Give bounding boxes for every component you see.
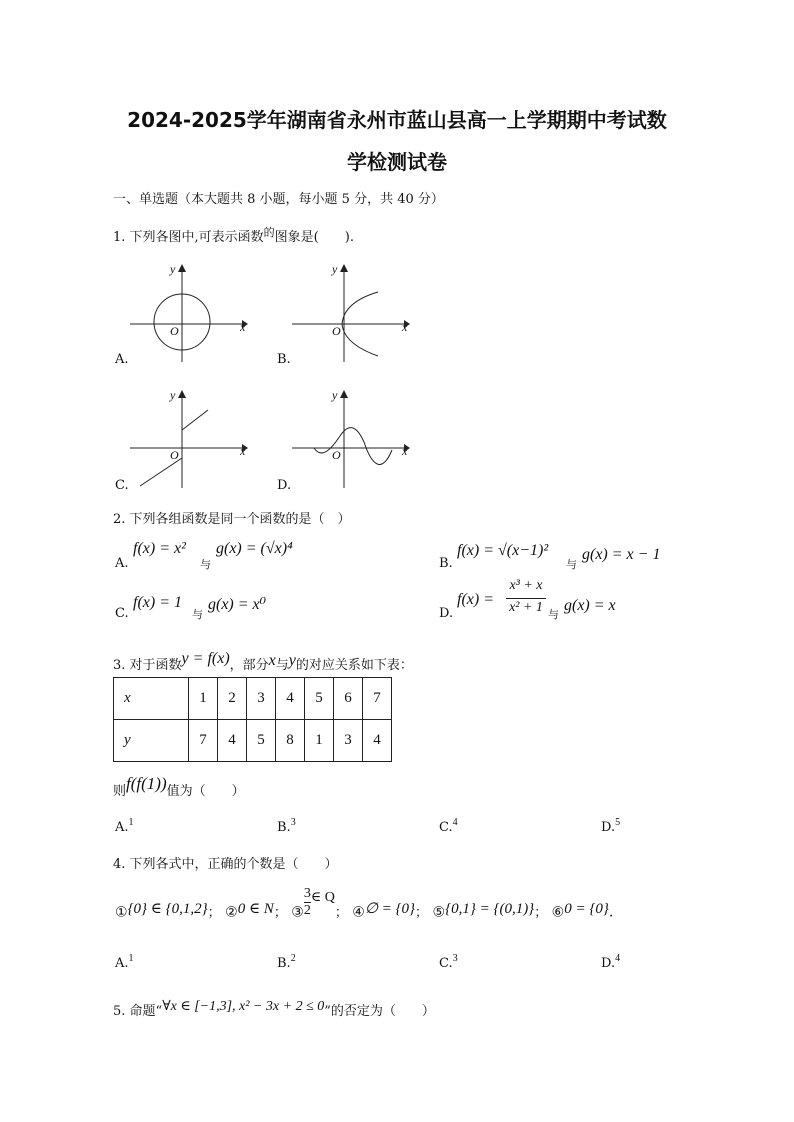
q3-option-c: C.$^4$ <box>439 817 458 835</box>
q2-d-num: x³ + x <box>509 578 543 593</box>
q2-d-label: D. <box>439 606 454 621</box>
table-cell: x <box>114 678 189 720</box>
graph-c: y x O <box>130 388 250 488</box>
q2-d-fraction-bar <box>506 598 546 599</box>
q3-ask: 则f(f(1))值为（ ） <box>113 774 245 799</box>
table-cell: 2 <box>218 678 247 720</box>
page-title: 2024-2025学年湖南省永州市蓝山县高一上学期期中考试数 <box>127 108 667 132</box>
table-cell: 3 <box>247 678 276 720</box>
table-cell: 8 <box>276 720 305 762</box>
q3-table <box>113 677 392 762</box>
q3-option-d: D.$^5$ <box>601 817 621 835</box>
table-cell: 4 <box>276 678 305 720</box>
q3-option-a: A.$^1$ <box>115 817 134 835</box>
table-cell: 5 <box>305 678 334 720</box>
table-row <box>114 720 392 762</box>
table-cell: 3 <box>334 720 363 762</box>
table-cell: 7 <box>189 720 218 762</box>
q4-option-a: A.$^1$ <box>115 953 134 971</box>
q3-stem: 3. 对于函数y = f(x)，部分x与y的对应关系如下表： <box>113 650 413 673</box>
q4-option-b: B.$^2$ <box>277 953 296 971</box>
q4-statements: ①{0} ∈ {0,1,2}； ②0 ∈ N； ③ $\frac{3}{2}$ ∈ Q； ④∅ = {0}； ⑤{0,1} = {(0,1)}； ⑥0 = {0}. <box>115 886 614 921</box>
graph-b: y x O <box>292 262 412 362</box>
q1-label-b: B. <box>277 352 291 367</box>
q2-a-g: g(x) = (√x)⁴ <box>216 540 293 557</box>
graph-a: y x O <box>130 262 250 362</box>
q2-b-label: B. <box>439 556 453 571</box>
q3-option-b: B.$^3$ <box>277 817 296 835</box>
q2-d-mid: 与 <box>548 608 559 621</box>
q2-b-f: f(x) = √(x−1)² <box>457 542 549 559</box>
q4-option-d: D.$^4$ <box>601 953 621 971</box>
q1-label-a: A. <box>115 352 129 367</box>
q2-d-g: g(x) = x <box>564 597 616 614</box>
section-heading: 一、单选题（本大题共 8 小题，每小题 5 分，共 40 分） <box>113 192 444 207</box>
q1-label-c: C. <box>115 478 129 493</box>
q2-c-mid: 与 <box>192 608 203 621</box>
q2-d-f: f(x) = <box>457 591 494 608</box>
table-cell: 6 <box>334 678 363 720</box>
q1-stem: 1. 下列各图中,可表示函数$^的$图象是( ). <box>113 226 354 245</box>
graph-d: y x O <box>292 388 412 488</box>
table-cell: 7 <box>363 678 392 720</box>
table-cell: 4 <box>218 720 247 762</box>
q2-c-g: g(x) = x⁰ <box>208 596 267 613</box>
q2-a-mid: 与 <box>200 558 211 571</box>
table-cell: 5 <box>247 720 276 762</box>
table-cell: y <box>114 720 189 762</box>
q2-a-f: f(x) = x² <box>133 540 186 557</box>
q2-b-mid: 与 <box>566 558 577 571</box>
table-cell: 1 <box>189 678 218 720</box>
q2-c-f: f(x) = 1 <box>133 594 182 611</box>
q5-stem: 5. 命题“∀x ∈ [−1,3], x² − 3x + 2 ≤ 0”的否定为（ ） <box>113 999 435 1019</box>
q2-b-g: g(x) = x − 1 <box>582 546 661 563</box>
table-row <box>114 678 392 720</box>
q2-a-label: A. <box>115 556 129 571</box>
table-cell: 1 <box>305 720 334 762</box>
table-cell: 4 <box>363 720 392 762</box>
q2-d-den: x² + 1 <box>509 600 543 615</box>
page-title-line2: 学检测试卷 <box>347 150 447 174</box>
q2-c-label: C. <box>115 606 129 621</box>
q4-option-c: C.$^3$ <box>439 953 458 971</box>
q4-stem: 4. 下列各式中，正确的个数是（ ） <box>113 857 338 872</box>
q2-stem: 2. 下列各组函数是同一个函数的是（ ） <box>113 512 351 527</box>
q1-label-d: D. <box>277 478 292 493</box>
